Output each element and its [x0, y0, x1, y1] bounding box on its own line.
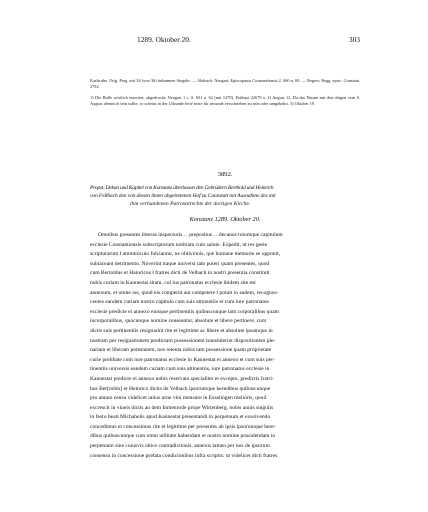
text-line: annexum, et omne ius, quod eis competiit aut competere ‖ potuit in eadem, recognos- — [90, 289, 279, 296]
text-line: nariam et liberam potestatem, nos retenta nobis tam possessione quam proprietate — [90, 347, 272, 354]
text-line: in festo beati Michahelis apud Kannestat presentandi in perpetuum et exsolvendo — [90, 414, 271, 421]
source-note-text: Karlsruhe. Orig. Perg. mit 34 (von 36) bekannten Siegeln. — Abdruck: Neugart, Episcopatus Constantiensis 2, 660 n. 69. — Regest: Regg. episc. Constant. 2792. — [90, 78, 360, 90]
text-line: consensu in concessione prefata condicionibus infra scriptis: ut videlicet dicti fratres — [90, 452, 278, 459]
document-number: 3892. — [217, 171, 233, 178]
source-note — [90, 78, 360, 90]
text-line: pro annuo censu videlicet unius urne vini mensure in Esselingen melioris, quod — [90, 395, 267, 402]
place-date: Konstanz 1289. Oktober 20. — [189, 216, 261, 223]
regest — [90, 184, 360, 209]
text-line: nobis curiam in Kannestat sitam, cui ius patronatus ecclesie ibidem site est — [90, 279, 256, 286]
text-line: ecclesie predicte ei annexo euisque pertinentiis quibuscunque tam corporalibus quam — [90, 308, 279, 315]
footnotes — [90, 95, 360, 107]
text-line: incorporalibus, quocunque nomine censeantur, absolute et libere pertinere, cum — [90, 318, 267, 325]
text-line: cum Bertoldus et Hainricus ‖ fratres dicti de Velbach in nostri presentia constituti — [90, 270, 270, 277]
text-line: excrescit in vineis dictis an dem Inmenrode prope Wirtenberg, nobis annis singulis — [90, 404, 274, 411]
text-line: subiaceant detrimento. Noverint itaque universi tam poteri quam presentes, quod — [90, 260, 270, 267]
text-line: ecclesie Constantiensis subscriptorum notitiam cum salute. Expedit, ut res geste — [90, 241, 268, 248]
document-text — [90, 231, 360, 461]
text-line: concedimus et concessimus rite et legittime per presentes ab ipsis ipsorumque here- — [90, 423, 276, 430]
regest-line: von Fellbach den von diesen ihnen abgetretenen Hof zu Cannstatt mit Ausnahme des mit — [90, 193, 276, 200]
footnotes-text: 1) Die Bulle wörtlich inseriert; abgedruckt: Neugart 1 c. S. 651 n. 62 (mit 1279). Potthast 22679 a. 2) August 12. Da das Datum mit den obigen vom 6. August identisch sein sollte, so scheint in der Urkunde ferie sexte für secunde verschrieben zu sein oder umgekehrt. 3) Oktober 19. — [90, 95, 360, 107]
running-header — [90, 35, 360, 46]
text-line: nostram per resignationem predictam possessionem transtulerint dispositionem ple- — [90, 337, 276, 344]
text-line: Omnibus presentes litteras inspecturis . . prepositus . . decanus totumque capitulum — [98, 232, 283, 238]
text-line: curie prelibate cum iure patronatus ecclesie in Kannestat ei annexo et cum suis per- — [90, 356, 275, 363]
regest-line: Propst, Dekan und Kapitel von Konstanz überlassen den Gebrüdern Berthold und Heinrich — [90, 185, 274, 191]
text-line: scripturarum ‖ amminiculo fulciantur, ne oblivionis, que humane memorie se opponit, — [90, 251, 281, 258]
text-line: dictis suis pertinentiis resignarint rite et legittime ac libere et absolute ipsamque in — [90, 327, 273, 334]
text-line: bus Ber[toldo] et Heinrico dictis de Velbach ipsorumque heredibus quibuscunque — [90, 385, 271, 392]
text-line: Kannestat predicte ei annexo nobis reservato specialiter et excepto, predictis fratri- — [90, 375, 274, 382]
header-date: 1289. Oktober 20. — [137, 35, 191, 44]
regest-line: ihm verbundenen Patronatrechts der dortigen Kirche. — [130, 201, 251, 208]
text-line: centes eandem curiam nostro capitulo cum suis attinentiis et cum iure patronatus — [90, 299, 269, 306]
text-line: dibus quibuscunque cum omni utilitate habendam et nostro nomine possidendam in — [90, 433, 276, 440]
page-number: 303 — [348, 35, 360, 44]
text-line: perpetuum sine cuiusvis obice contradictionis, annexis tamen per nos de ipsorum — [90, 443, 270, 450]
text-line: tinentiis universis eandem curiam cum suis attinentiis, iure patronatus ecclesie in — [90, 366, 270, 373]
